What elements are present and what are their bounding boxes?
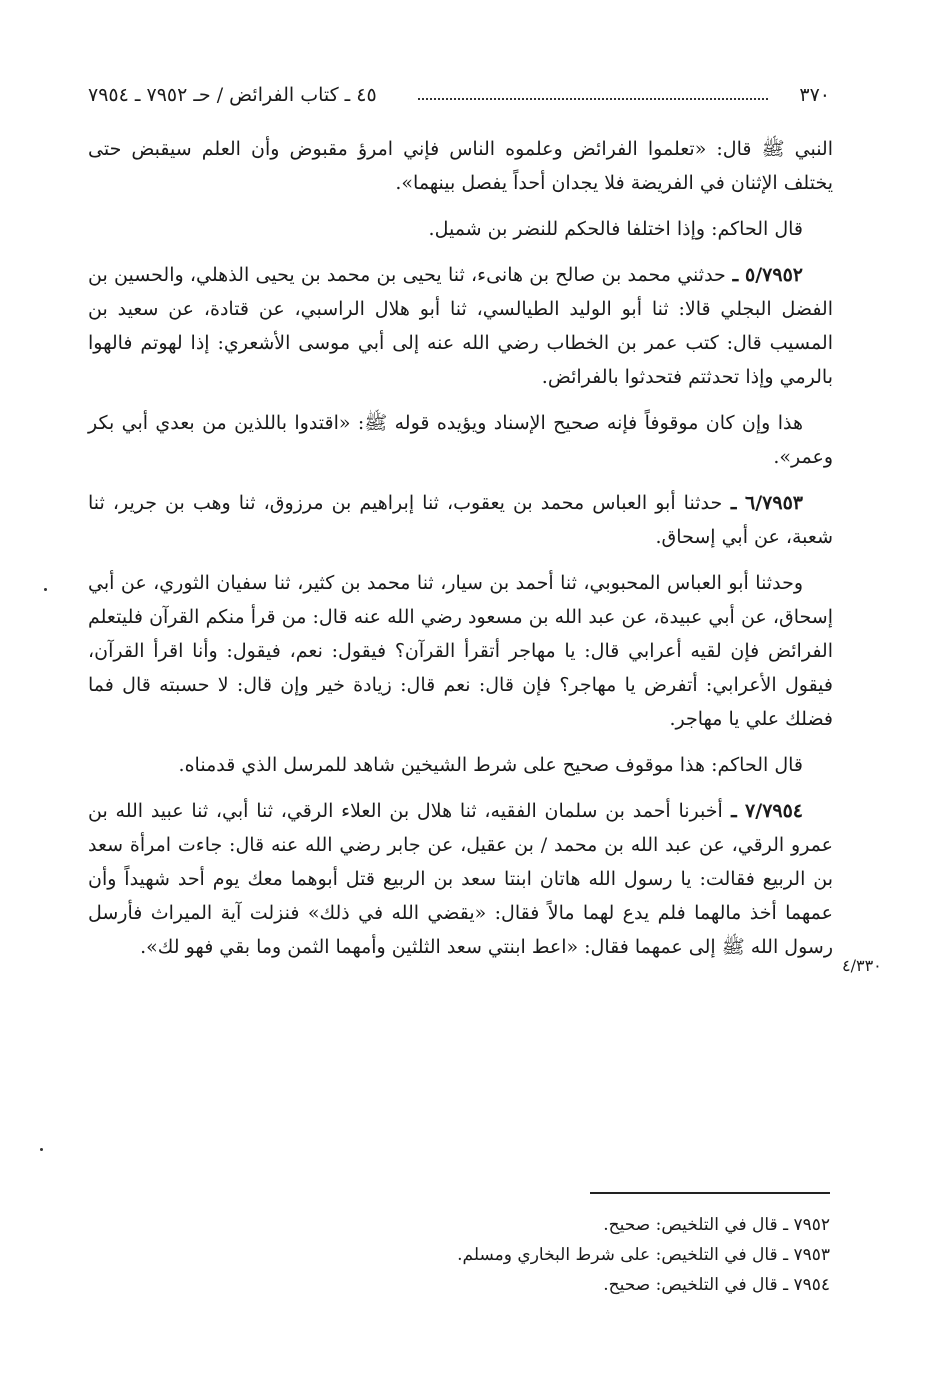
- hadith-number-7952: ٥/٧٩٥٢ ـ: [725, 264, 803, 286]
- footnote-7954: ٧٩٥٤ ـ قال في التلخيص: صحيح.: [603, 1275, 830, 1295]
- hadith-text-7952: حدثني محمد بن صالح بن هانىء، ثنا يحيى بن محمد بن يحيى الذهلي، والحسين بن الفضل البجلي قالا: ثنا أبو الوليد الطيالسي، ثنا أبو هلال الراسبي، عن قتادة، عن سعيد بن المسيب قال: كتب عمر بن الخطاب رضي الله عنه إلى أبي موسى الأشعري: إذا لهوتم فالهوا بالرمي وإذا تحدثتم فتحدثوا بالفرائض.: [88, 264, 833, 388]
- footnote-7953: ٧٩٥٣ ـ قال في التلخيص: على شرط البخاري ومسلم.: [457, 1245, 830, 1265]
- hadith-text-7953: حدثنا أبو العباس محمد بن يعقوب، ثنا إبراهيم بن مرزوق، ثنا وهب بن جرير، ثنا شعبة، عن أبي إسحاق.: [88, 492, 833, 548]
- paragraph-hakim-note-2: هذا وإن كان موقوفاً فإنه صحيح الإسناد ويؤيده قوله ﷺ: «اقتدوا باللذين من بعدي أبي بكر وعمر».: [88, 412, 833, 468]
- dotted-leader: [418, 80, 768, 100]
- footnote-7952: ٧٩٥٢ ـ قال في التلخيص: صحيح.: [603, 1215, 830, 1235]
- scan-speck: [44, 588, 47, 591]
- footnotes: [88, 1210, 830, 1300]
- hadith-number-7953: ٦/٧٩٥٣ ـ: [722, 492, 803, 514]
- page-number: ٣٧٠: [799, 84, 830, 106]
- paragraph-second-chain: وحدثنا أبو العباس المحبوبي، ثنا أحمد بن سيار، ثنا محمد بن كثير، ثنا سفيان الثوري، عن أبي إسحاق، عن أبي عبيدة، عن عبد الله بن مسعود رضي الله عنه قال: من قرأ منكم القرآن فليتعلم الفرائض فإن لقيه أعرابي قال: يا مهاجر أتقرأ القرآن؟ فيقول: نعم، فيقول: وأنا اقرأ القرآن، فيقول الأعرابي: أتفرض يا مهاجر؟ فإن قال: نعم قال: زيادة خير وإن قال: لا حسبته قال فما فضلك علي يا مهاجر.: [88, 572, 833, 730]
- paragraph-hakim-note-1: قال الحاكم: وإذا اختلفا فالحكم للنضر بن شميل.: [428, 218, 803, 240]
- margin-volume-reference: ٤/٣٣٠: [842, 956, 882, 975]
- scan-speck: [40, 1148, 43, 1151]
- paragraph-hadith-7954: [88, 794, 833, 964]
- hadith-number-7954: ٧/٧٩٥٤ ـ: [722, 800, 804, 822]
- hadith-text-7954: أخبرنا أحمد بن سلمان الفقيه، ثنا هلال بن العلاء الرقي، ثنا أبي، ثنا عبيد الله بن عمرو الرقي، عن عبد الله بن محمد / بن عقيل، عن جابر رضي الله عنه قال: جاءت امرأة سعد بن الربيع فقالت: يا رسول الله هاتان ابنتا سعد بن الربيع قتل أبوهما معك يوم أحد شهيداً وأن عمهما أخذ مالهما فلم يدع لهما مالاً فقال: «يقضي الله في ذلك» فنزلت آية الميراث فأرسل رسول الله ﷺ إلى عمهما فقال: «اعط ابنتي سعد الثلثين وأمهما الثمن وما بقي فهو لك».: [88, 800, 833, 958]
- footnote-separator: [590, 1192, 830, 1194]
- running-title: ٤٥ ـ كتاب الفرائض / حـ ٧٩٥٢ ـ ٧٩٥٤: [88, 84, 377, 106]
- running-header: [88, 78, 830, 112]
- paragraph-hakim-note-3: قال الحاكم: هذا موقوف صحيح على شرط الشيخين شاهد للمرسل الذي قدمناه.: [178, 754, 803, 776]
- main-text: [88, 132, 833, 976]
- paragraph-hadith-7951-end: النبي ﷺ قال: «تعلموا الفرائض وعلموه الناس فإني امرؤ مقبوض وأن العلم سيقبض حتى يختلف الإثنان في الفريضة فلا يجدان أحداً يفصل بينهما».: [88, 138, 833, 194]
- paragraph-hadith-7952: [88, 258, 833, 394]
- paragraph-hadith-7953: [88, 486, 833, 554]
